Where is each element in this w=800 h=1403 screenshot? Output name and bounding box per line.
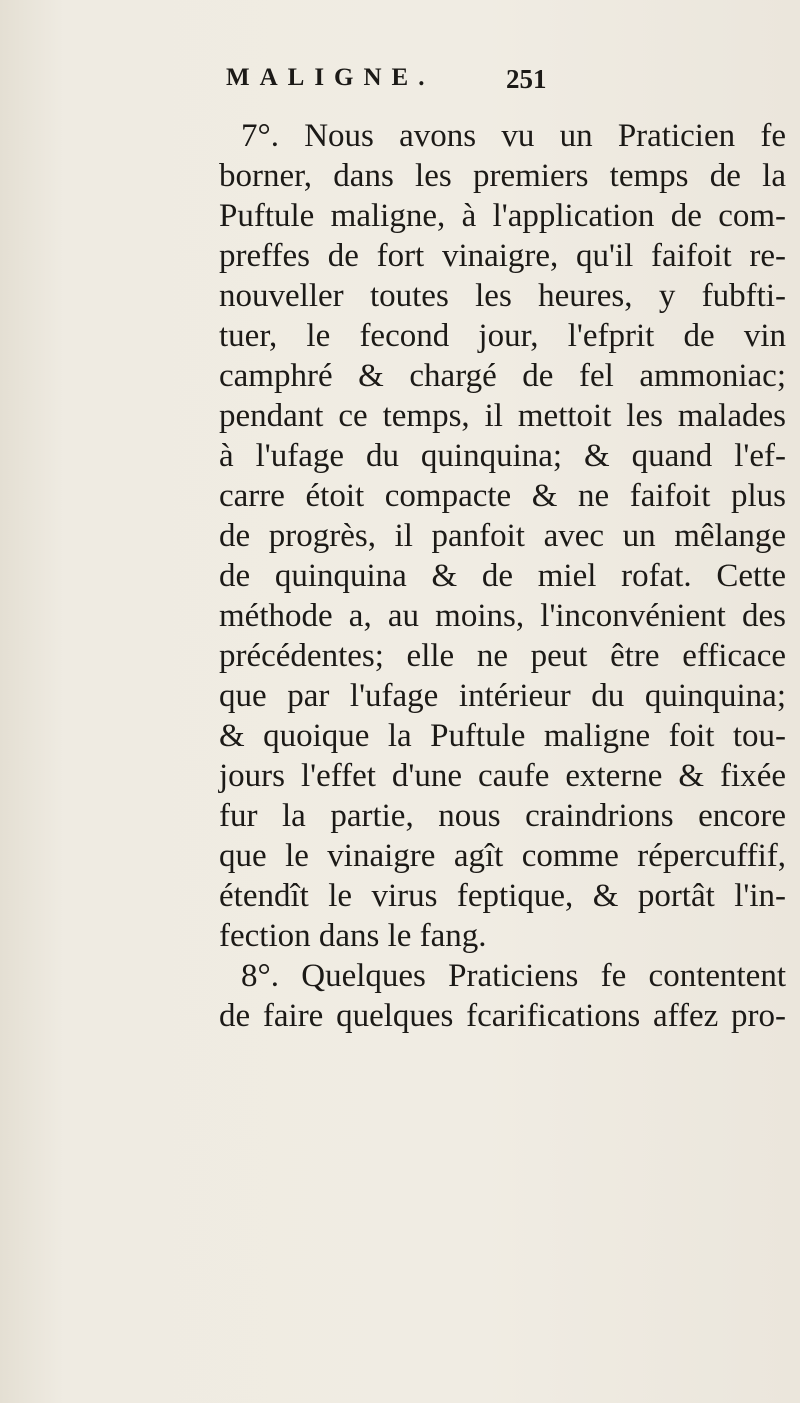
- text-line: de progrès, il panfoit avec un mêlange: [219, 518, 786, 554]
- page-header: [0, 64, 800, 104]
- text-line: jours l'effet d'une caufe externe & fixée: [219, 758, 786, 794]
- text-line: tuer, le fecond jour, l'efprit de vin: [219, 318, 786, 354]
- text-line: fection dans le fang.: [219, 918, 487, 954]
- text-line: fur la partie, nous craindrions encore: [219, 798, 786, 834]
- running-title: MALIGNE.: [226, 64, 435, 91]
- text-line: carre étoit compacte & ne faifoit plus: [219, 478, 786, 514]
- text-line: Puftule maligne, à l'application de com-: [219, 198, 786, 234]
- text-line: 7°. Nous avons vu un Praticien fe: [241, 118, 786, 154]
- text-line: borner, dans les premiers temps de la: [219, 158, 786, 194]
- text-line: pendant ce temps, il mettoit les malades: [219, 398, 786, 434]
- text-line: de faire quelques fcarifications affez pro-: [219, 998, 786, 1034]
- text-line: & quoique la Puftule maligne foit tou-: [219, 718, 786, 754]
- text-line: que par l'ufage intérieur du quinquina;: [219, 678, 786, 714]
- text-line: camphré & chargé de fel ammoniac;: [219, 358, 786, 394]
- text-line: preffes de fort vinaigre, qu'il faifoit re-: [219, 238, 786, 274]
- text-line: méthode a, au moins, l'inconvénient des: [219, 598, 786, 634]
- page-number: 251: [506, 64, 547, 94]
- text-line: à l'ufage du quinquina; & quand l'ef-: [219, 438, 786, 474]
- text-line: étendît le virus feptique, & portât l'in-: [219, 878, 786, 914]
- text-line: que le vinaigre agît comme répercuffif,: [219, 838, 786, 874]
- text-line: de quinquina & de miel rofat. Cette: [219, 558, 786, 594]
- text-line: précédentes; elle ne peut être efficace: [219, 638, 786, 674]
- text-line: 8°. Quelques Praticiens fe contentent: [241, 958, 786, 994]
- text-line: nouveller toutes les heures, y fubfti-: [219, 278, 786, 314]
